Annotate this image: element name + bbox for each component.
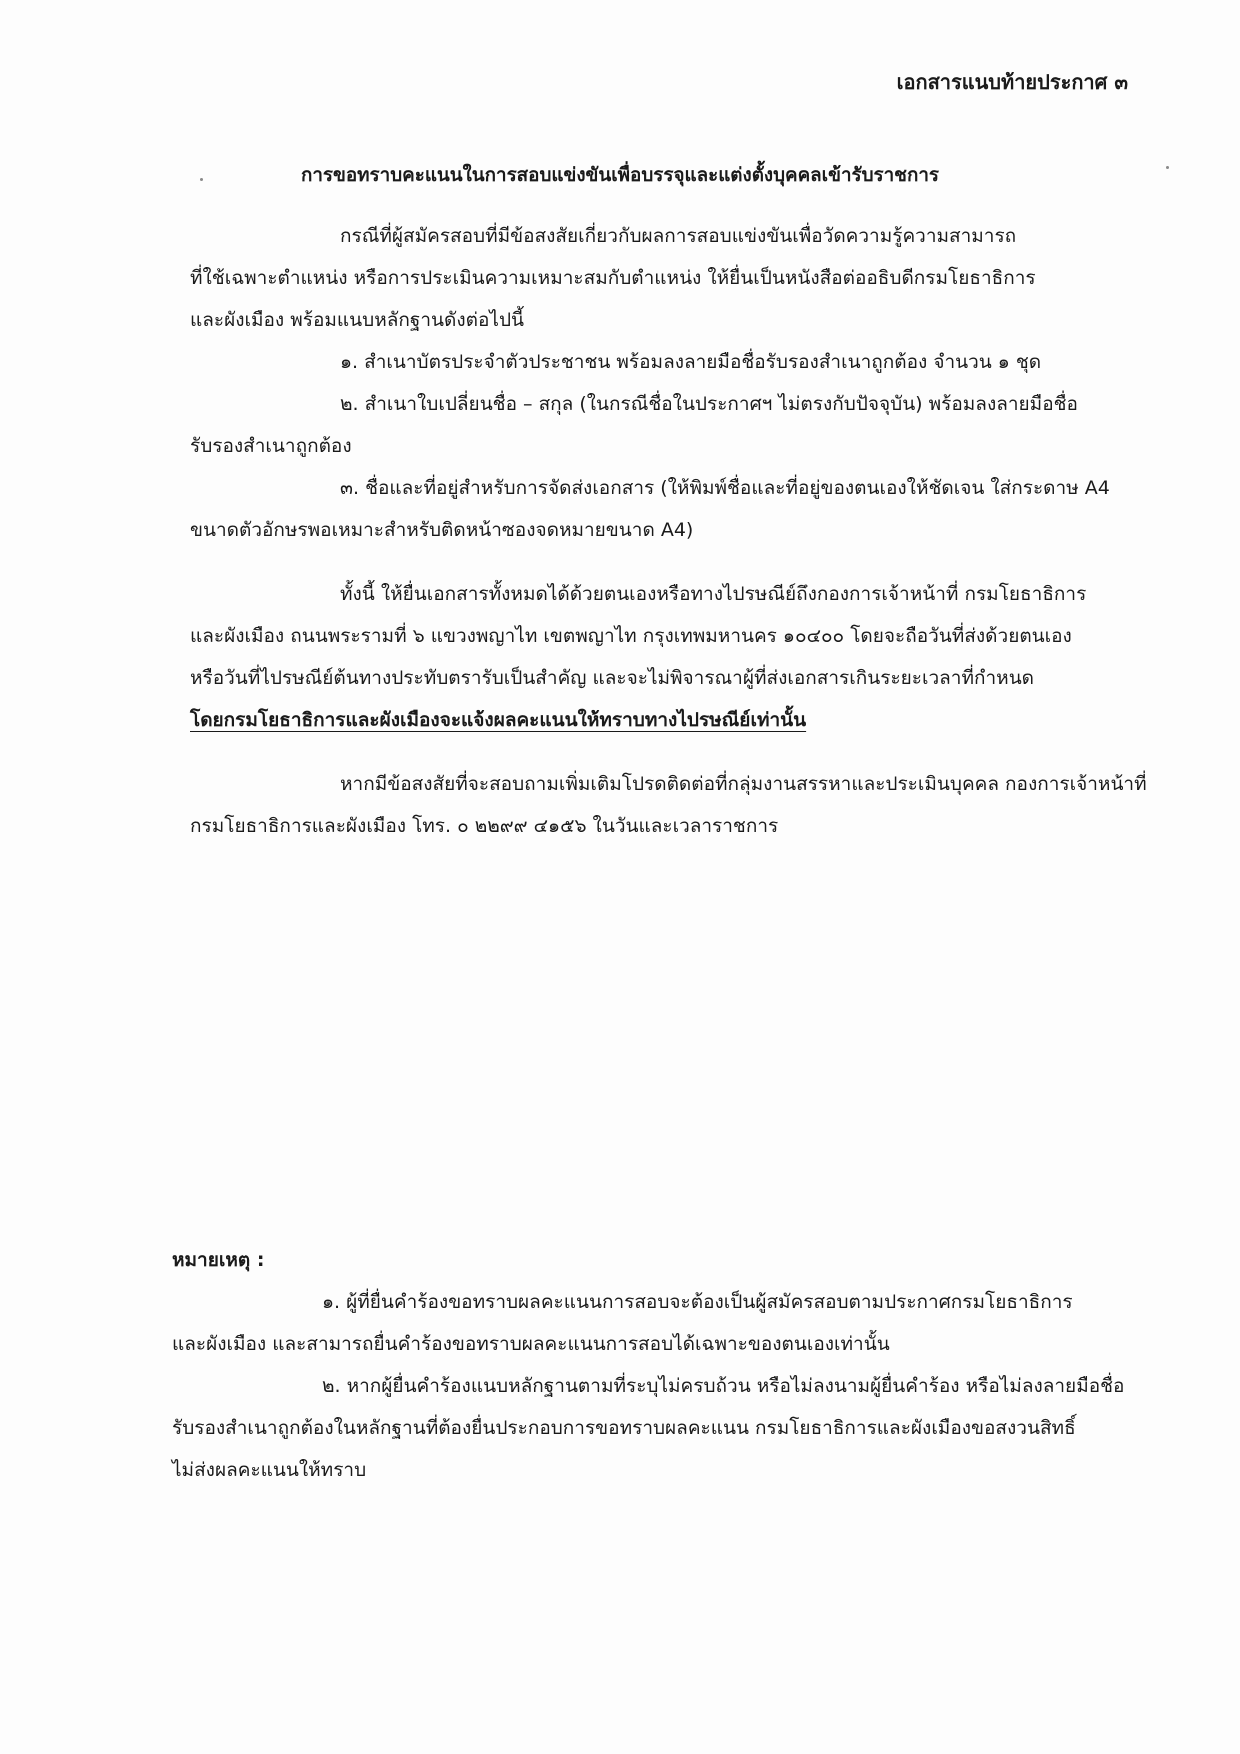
list-item-1: ๑. สำเนาบัตรประจำตัวประชาชน พร้อมลงลายมือชื่อรับรองสำเนาถูกต้อง จำนวน ๑ ชุด	[340, 351, 1042, 373]
intro-line-2: ที่ใช้เฉพาะตำแหน่ง หรือการประเมินความเหมาะสมกับตำแหน่ง ให้ยื่นเป็นหนังสือต่ออธิบดีกรมโยธาธิการ	[190, 267, 1036, 289]
submission-line-3: หรือวันที่ไปรษณีย์ต้นทางประทับตรารับเป็นสำคัญ และจะไม่พิจารณาผู้ที่ส่งเอกสารเกินระยะเวลาที่กำหนด	[190, 667, 1035, 689]
intro-line-1: กรณีที่ผู้สมัครสอบที่มีข้อสงสัยเกี่ยวกับผลการสอบแข่งขันเพื่อวัดความรู้ความสามารถ	[340, 225, 1017, 247]
notes-heading: หมายเหตุ :	[172, 1249, 265, 1271]
contact-line-2: กรมโยธาธิการและผังเมือง โทร. ๐ ๒๒๙๙ ๔๑๕๖ ในวันและเวลาราชการ	[190, 815, 779, 837]
submission-emphasis: โดยกรมโยธาธิการและผังเมืองจะแจ้งผลคะแนนให้ทราบทางไปรษณีย์เท่านั้น	[190, 709, 807, 731]
intro-line-3: และผังเมือง พร้อมแนบหลักฐานดังต่อไปนี้	[190, 309, 524, 331]
list-item-3-line-2: ขนาดตัวอักษรพอเหมาะสำหรับติดหน้าซองจดหมายขนาด A4)	[190, 519, 694, 541]
list-item-2-line-1: ๒. สำเนาใบเปลี่ยนชื่อ – สกุล (ในกรณีชื่อในประกาศฯ ไม่ตรงกับปัจจุบัน) พร้อมลงลายมือชื่อ	[340, 393, 1078, 415]
note-2-line-3: ไม่ส่งผลคะแนนให้ทราบ	[172, 1459, 367, 1481]
note-1-line-1: ๑. ผู้ที่ยื่นคำร้องขอทราบผลคะแนนการสอบจะต้องเป็นผู้สมัครสอบตามประกาศกรมโยธาธิการ	[322, 1291, 1073, 1313]
submission-line-2: และผังเมือง ถนนพระรามที่ ๖ แขวงพญาไท เขตพญาไท กรุงเทพมหานคร ๑๐๔๐๐ โดยจะถือวันที่ส่งด้วยตนเอง	[190, 625, 1072, 647]
note-2-line-2: รับรองสำเนาถูกต้องในหลักฐานที่ต้องยื่นประกอบการขอทราบผลคะแนน กรมโยธาธิการและผังเมืองขอสงวนสิทธิ์	[172, 1417, 1076, 1439]
list-item-2-line-2: รับรองสำเนาถูกต้อง	[190, 435, 352, 457]
document-title: การขอทราบคะแนนในการสอบแข่งขันเพื่อบรรจุและแต่งตั้งบุคคลเข้ารับราชการ	[301, 165, 939, 186]
note-2-line-1: ๒. หากผู้ยื่นคำร้องแนบหลักฐานตามที่ระบุไม่ครบถ้วน หรือไม่ลงนามผู้ยื่นคำร้อง หรือไม่ลงลายมือชื่อ	[322, 1375, 1125, 1397]
attachment-reference: เอกสารแนบท้ายประกาศ ๓	[896, 70, 1128, 94]
note-1-line-2: และผังเมือง และสามารถยื่นคำร้องขอทราบผลคะแนนการสอบได้เฉพาะของตนเองเท่านั้น	[172, 1333, 890, 1355]
scan-speck	[200, 178, 203, 181]
scan-speck	[1166, 166, 1169, 169]
contact-line-1: หากมีข้อสงสัยที่จะสอบถามเพิ่มเติมโปรดติดต่อที่กลุ่มงานสรรหาและประเมินบุคคล กองการเจ้าหน้าที่	[340, 773, 1147, 795]
list-item-3-line-1: ๓. ชื่อและที่อยู่สำหรับการจัดส่งเอกสาร (ให้พิมพ์ชื่อและที่อยู่ของตนเองให้ชัดเจน ใส่กระดาษ A4	[340, 477, 1110, 499]
submission-line-1: ทั้งนี้ ให้ยื่นเอกสารทั้งหมดได้ด้วยตนเองหรือทางไปรษณีย์ถึงกองการเจ้าหน้าที่ กรมโยธาธิการ	[340, 583, 1087, 605]
